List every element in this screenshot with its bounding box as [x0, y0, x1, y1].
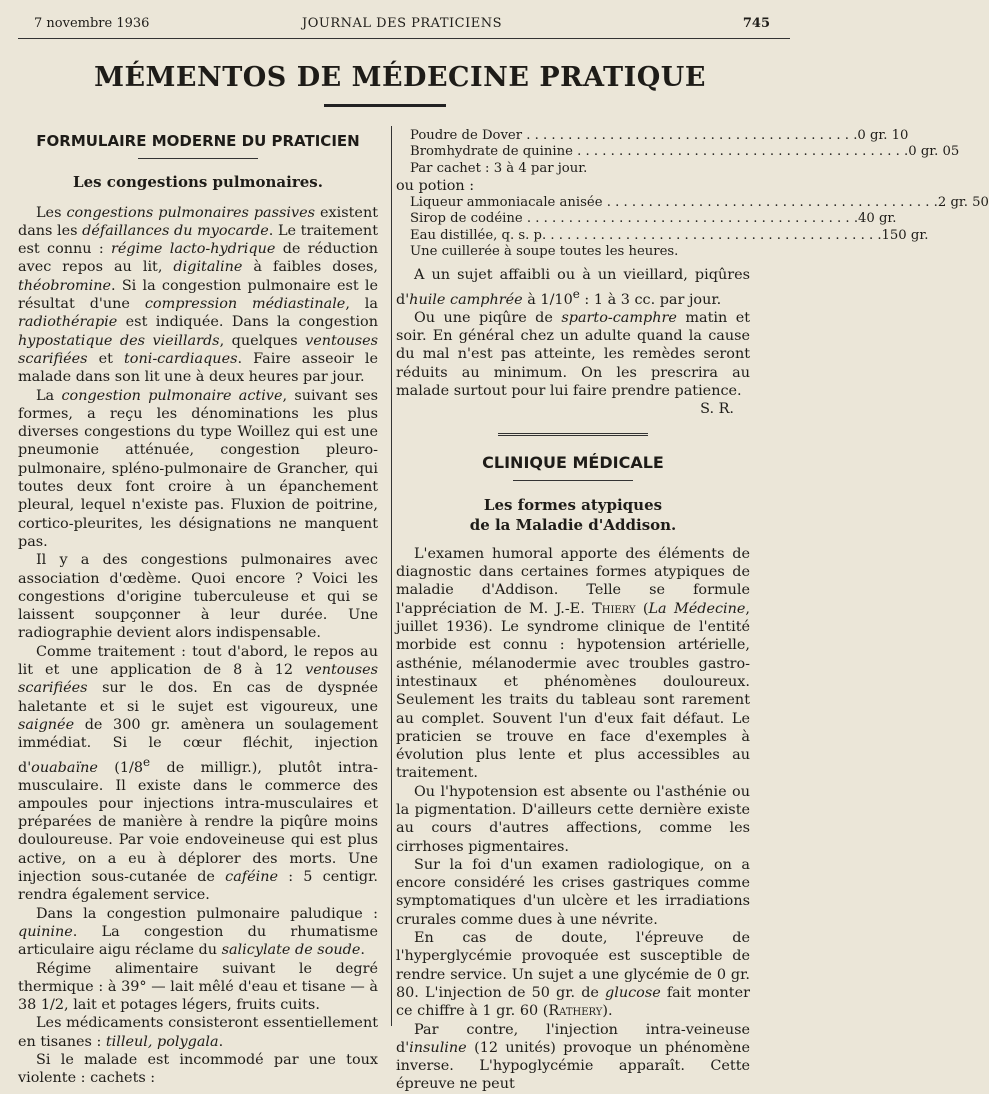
section-heading-clinique: CLINIQUE MÉDICALE: [482, 452, 664, 472]
drug-name: Sirop de codéine . . .: [410, 211, 858, 227]
prescription-line: [410, 195, 989, 211]
paragraph: Si le malade est incommodé par une toux violente : cachets :: [18, 1052, 378, 1087]
superscript: e: [143, 754, 151, 769]
italic-term: défaillances du myocarde: [82, 222, 269, 239]
italic-term: insuline: [409, 1039, 467, 1056]
right-column: [396, 128, 989, 1094]
paragraph: A un sujet affaibli ou à un vieillard, piqûres d'huile camphrée à 1/10e : 1 à 3 cc. par jour.: [396, 267, 750, 308]
italic-term: salicylate de soude: [221, 942, 361, 959]
drug-dose: 0 gr. 05: [908, 144, 960, 160]
prescription-note: Par cachet : 3 à 4 par jour.: [410, 160, 588, 176]
author-name: Rathery: [548, 1003, 603, 1020]
paragraph: Les médicaments consisteront essentiellement en tisanes : tilleul, polygala.: [18, 1015, 378, 1050]
paragraph: Comme traitement : tout d'abord, le repos au lit et une application de 8 à 12 ventouses scarifiées sur le dos. En cas de dyspnée haletante et si le sujet est vigoureux, une saignée de 300 gr. amènera un soulagement immédiat. Si le cœur fléchit, injection d'ouabaïne (1/8e de milligr.), plutôt intra-musculaire. Il existe dans le commerce des ampoules pour injections intra-musculaires et préparées de manière à rendre la piqûre moins douloureuse. Par voie endoveineuse qui est plus active, on a eu à déplorer des morts. Une injection sous-cutanée de caféine : 5 centigr. rendra également service.: [18, 643, 378, 904]
italic-term: tilleul, polygala: [105, 1033, 219, 1050]
paragraph: Ou une piqûre de sparto-camphre matin et soir. En général chez un adulte quand la cause du mal n'est pas atteinte, les remèdes seront réduits au minimum. On les prescrira au malade surtout pour lui faire prendre patience.: [396, 309, 750, 399]
italic-term: quinine: [18, 923, 73, 940]
paragraph: Dans la congestion pulmonaire paludique : quinine. La congestion du rhumatisme articulaire aigu réclame du salicylate de soude.: [18, 905, 378, 959]
drug-name: Bromhydrate de quinine . . .: [410, 144, 908, 160]
signature: S. R.: [700, 401, 734, 418]
italic-term: glucose: [605, 984, 661, 1001]
drug-name: Liqueur ammoniacale anisée . . .: [410, 195, 938, 211]
italic-term: caféine: [225, 869, 279, 886]
italic-term: sparto-camphre: [561, 309, 677, 326]
italic-term: radiothérapie: [18, 314, 118, 331]
italic-term: saignée: [18, 716, 75, 733]
italic-term: hypostatique des vieillards: [18, 332, 220, 349]
header-journal: JOURNAL DES PRATICIENS: [302, 16, 502, 31]
paragraph: Les congestions pulmonaires passives existent dans les défaillances du myocarde. Le traitement est connu : régime lacto-hydrique de réduction avec repos au lit, digitaline à faibles doses, théobromine. Si la congestion pulmonaire est le résultat d'une compression médiastinale, la radiothérapie est indiquée. Dans la congestion hypostatique des vieillards, quelques ventouses scarifiées et toni-cardiaques. Faire asseoir le malade dans son lit une à deux heures par jour.: [18, 204, 379, 386]
title-rule: [324, 104, 446, 107]
paragraph: La congestion pulmonaire active, suivant ses formes, a reçu les dénominations les plus diverses congestions du type Woillez qui est une pneumonie atténuée, congestion pleuro-pulmonaire, spléno-pulmonaire de Grancher, qui toutes deux font croire à un épanchement pleural, lequel n'existe pas. Fluxion de poitrine, cortico-pleurites, les désignations ne manquent pas.: [18, 387, 379, 550]
italic-term: La Médecine: [648, 600, 746, 617]
article-title-line: de la Maladie d'Addison.: [469, 515, 677, 534]
italic-term: congestion pulmonaire active: [61, 387, 283, 404]
or-potion: ou potion :: [396, 177, 475, 194]
article-title-congestions: Les congestions pulmonaires.: [73, 173, 323, 192]
italic-term: régime lacto-hydrique: [111, 241, 276, 258]
italic-term: ventouses scarifiées: [18, 332, 378, 367]
prescription-line: [410, 128, 909, 144]
italic-term: congestions pulmonaires passives: [66, 204, 316, 221]
paragraph: Par contre, l'injection intra-veineuse d'insuline (12 unités) provoque un phénomène inverse. L'hypoglycémie apparaît. Cette épreuve ne peut: [396, 1021, 750, 1093]
paragraph: L'examen humoral apporte des éléments de diagnostic dans certaines formes atypiques de maladie d'Addison. Telle se formule l'appréciation de M. J.-E. Thiery (La Médecine, juillet 1936). Le syndrome clinique de l'entité morbide est connu : hypotension artérielle, asthénie, mélanodermie avec troubles gastro-intestinaux et phénomènes douloureux. Seulement les traits du tableau sont rarement au complet. Souvent l'un d'eux fait défaut. Le praticien se trouve en face d'exemples à évolution plus lente et plus accessibles au traitement.: [396, 545, 750, 782]
drug-dose: 150 gr.: [881, 227, 929, 243]
double-rule: [498, 433, 648, 438]
signature-line: [396, 400, 750, 418]
section-rule: [138, 158, 258, 159]
running-header: [34, 16, 770, 38]
header-date: 7 novembre 1936: [34, 16, 150, 31]
superscript: e: [572, 286, 580, 301]
prescription-cachets: [410, 128, 960, 177]
italic-term: huile camphrée: [409, 291, 523, 308]
paragraph: Sur la foi d'un examen radiologique, on a encore considéré les crises gastriques comme symptomatiques d'un ulcère et les irradiations crurales comme dues à une névrite.: [396, 856, 750, 928]
column-divider: [391, 126, 392, 1026]
paragraph: En cas de doute, l'épreuve de l'hyperglycémie provoquée est susceptible de rendre service. Un sujet a une glycémie de 0 gr. 80. L'injection de 50 gr. de glucose fait monter ce chiffre à 1 gr. 60 (Rathery).: [396, 930, 750, 1020]
header-page-number: 745: [742, 16, 770, 31]
prescription-line: [410, 144, 960, 160]
main-title: MÉMENTOS DE MÉDECINE PRATIQUE: [94, 62, 706, 93]
left-column: [18, 128, 378, 1088]
article-title-addison: [396, 495, 750, 535]
italic-term: ventouses scarifiées: [18, 662, 378, 697]
drug-name: Poudre de Dover . . .: [410, 128, 857, 144]
paragraph: Il y a des congestions pulmonaires avec association d'œdème. Quoi encore ? Voici les congestions d'origine tuberculeuse et qui se laissent soupçonner à leur durée. Une radiographie devient alors indispensable.: [18, 552, 378, 642]
prescription-note: Une cuillerée à soupe toutes les heures.: [410, 244, 679, 260]
paragraph: Ou l'hypotension est absente ou l'asthénie ou la pigmentation. D'ailleurs cette dernière existe au cours d'autres affections, comme les cirrhoses pigmentaires.: [396, 783, 750, 855]
italic-term: théobromine: [18, 277, 112, 294]
drug-dose: 40 gr.: [858, 211, 897, 227]
italic-term: toni-cardiaques: [124, 350, 238, 367]
italic-term: compression médiastinale: [144, 296, 346, 313]
drug-name: Eau distillée, q. s. p. . . .: [410, 228, 882, 244]
italic-term: digitaline: [173, 259, 243, 276]
paragraph: Régime alimentaire suivant le degré thermique : à 39° — lait mêlé d'eau et tisane — à 38 1/2, lait et potages légers, fruits cuits.: [18, 960, 378, 1014]
author-name: Thiery: [592, 600, 636, 617]
section-rule: [513, 480, 633, 481]
italic-term: ouabaïne: [31, 759, 98, 776]
article-title-line: Les formes atypiques: [483, 495, 663, 514]
prescription-potion: [410, 195, 989, 260]
header-rule: [18, 38, 790, 39]
drug-dose: 2 gr. 50: [937, 195, 989, 211]
prescription-line: [410, 211, 897, 227]
drug-dose: 0 gr. 10: [857, 128, 909, 143]
prescription-line: [410, 227, 929, 244]
section-heading-formulaire: FORMULAIRE MODERNE DU PRATICIEN: [36, 132, 360, 150]
